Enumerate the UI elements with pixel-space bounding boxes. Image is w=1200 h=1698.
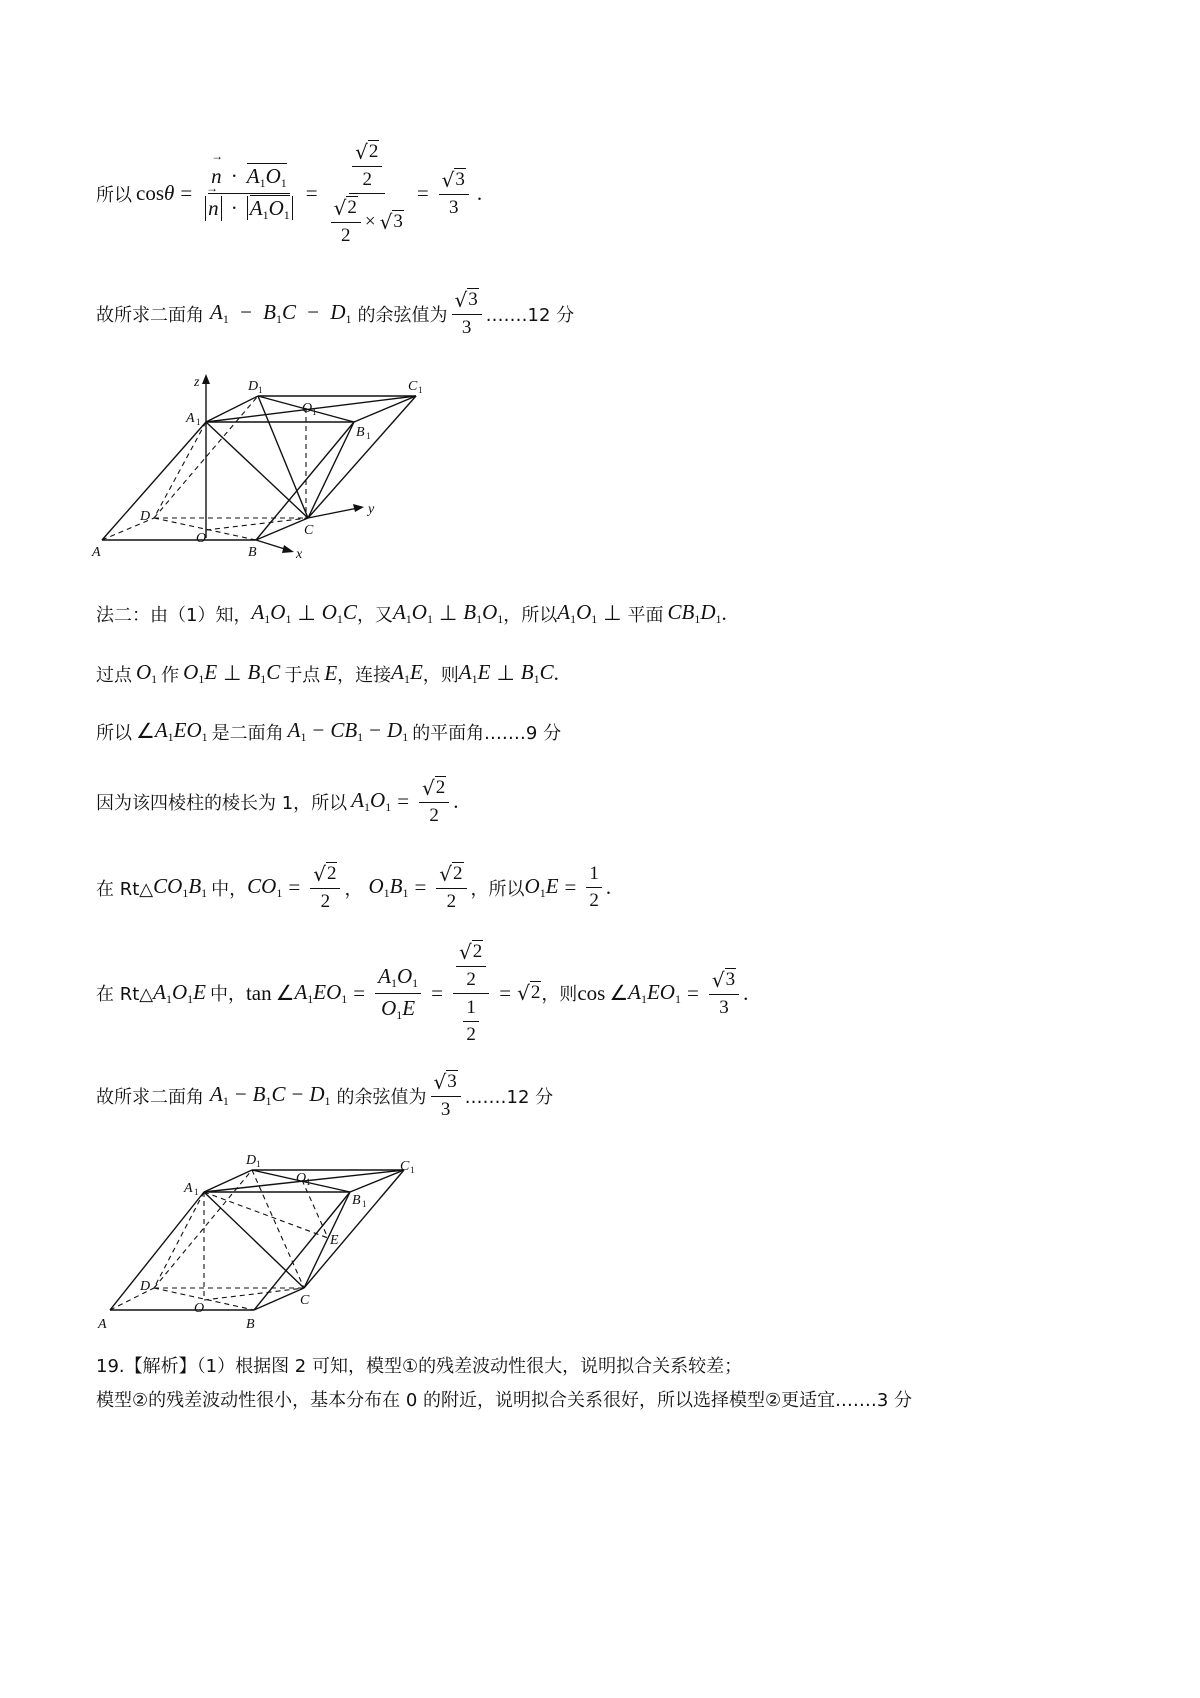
text: ，所以 <box>470 878 525 900</box>
score-note: 的平面角.……9 分 <box>412 722 562 744</box>
text: 故所求二面角 <box>96 304 204 326</box>
text: 所以 <box>96 184 132 206</box>
expr: $O_1C$ <box>321 600 357 626</box>
svg-text:1: 1 <box>258 385 263 395</box>
perp-symbol: ⊥ <box>297 601 316 625</box>
score-note: .……12 分 <box>464 1086 554 1108</box>
svg-text:1: 1 <box>362 1199 367 1209</box>
expr: $A_1E$ <box>458 660 491 686</box>
text: ，连接 <box>337 664 392 686</box>
vector-fraction <box>202 164 296 223</box>
score-note: .……12 分 <box>485 304 575 326</box>
text: 的余弦值为 <box>336 1086 427 1108</box>
expr: $O_1E$ <box>183 660 218 686</box>
text: 在 Rt△ <box>96 878 154 900</box>
theta-symbol: θ <box>164 181 175 205</box>
label-B: B <box>248 545 257 560</box>
method2-line-3 <box>96 718 561 745</box>
text: 故所求二面角 <box>96 1086 204 1108</box>
dot-operator: · <box>230 196 238 220</box>
label-B1: B <box>352 1193 361 1208</box>
expr: $CO_1$ <box>247 874 283 900</box>
dihedral-expression: $A_1 - B_1C - D_1$ <box>210 300 352 326</box>
sqrt2-over-2: √ 2 2 <box>419 776 449 827</box>
label-O1: O <box>296 1171 307 1186</box>
label-C1: C <box>408 379 418 394</box>
svg-text:1: 1 <box>312 407 317 417</box>
perp-symbol: ⊥ <box>603 601 622 625</box>
text: 因为该四棱柱的棱长为 1，所以 <box>96 792 348 814</box>
figure-prism-perpendicular <box>96 1150 436 1340</box>
cos-symbol: cos <box>577 980 606 1005</box>
text: 中， <box>211 878 248 900</box>
text: ，所以 <box>503 604 558 626</box>
tan-symbol: tan <box>245 980 272 1005</box>
sqrt3-over-3: √ 3 3 <box>431 1070 461 1121</box>
text: 法二：由（1）知， <box>96 604 252 626</box>
label-A: A <box>98 1317 107 1332</box>
label-C1: C <box>400 1159 410 1174</box>
ratio-fraction: $\frac{A_1O_1}{O_1E}$ <box>375 964 421 1023</box>
q19-line-2: 模型②的残差波动性很小，基本分布在 0 的附近，说明拟合关系很好，所以选择模型②更适宜.……3 分 <box>96 1390 913 1411</box>
label-B: B <box>246 1317 255 1332</box>
perp-symbol: ⊥ <box>438 601 458 625</box>
text: 的余弦值为 <box>357 304 448 326</box>
expr: $B_1C$ <box>520 660 554 686</box>
sqrt3-over-3: √ 3 3 <box>439 168 469 219</box>
expr: $A_1O_1$ <box>392 600 433 626</box>
sqrt2: √ 2 <box>517 981 541 1005</box>
label-D: D <box>140 509 151 524</box>
expr: $O_1E$ <box>524 874 559 900</box>
label-D: D <box>140 1279 151 1294</box>
expr: $A_1EO_1$ <box>294 979 348 1006</box>
period: . <box>605 875 612 899</box>
label-D1: D <box>248 379 259 394</box>
expr: $CB_1D_1$ <box>667 600 722 626</box>
period: . <box>743 980 749 1005</box>
expr: $O_1$ <box>136 660 158 686</box>
text: ，则 <box>541 984 578 1005</box>
sqrt2-over-2: √ 2 2 <box>310 862 340 913</box>
svg-text:1: 1 <box>366 431 371 441</box>
text: 在 Rt△ <box>96 984 154 1005</box>
svg-text:1: 1 <box>306 1177 311 1187</box>
label-A: A <box>92 545 101 560</box>
times: × <box>364 210 376 232</box>
label-x: x <box>296 547 303 562</box>
text: ，又 <box>356 604 393 626</box>
text: 作 <box>161 664 180 686</box>
sqrt2-over-2: √ 2 2 <box>436 862 466 913</box>
label-O1: O <box>302 401 313 416</box>
expr: $A_1O_1E$ <box>153 979 206 1006</box>
text: ，则 <box>422 664 459 686</box>
perp-symbol: ⊥ <box>496 661 515 685</box>
text: 于点 <box>284 664 321 686</box>
compound-fraction: √ 2 2 $\frac{1}{2}$ <box>453 940 489 1046</box>
perp-symbol: ⊥ <box>223 661 242 685</box>
svg-text:1: 1 <box>418 385 423 395</box>
x-axis-arrow <box>282 545 294 553</box>
label-A1: A <box>186 411 195 426</box>
one-half: $\frac{1}{2}$ <box>586 863 602 912</box>
expr: $B_1C$ <box>247 660 281 686</box>
method2-line-5: 在 Rt△ $CO_1B_1$ 中， $CO_1$ = √ 2 2 ， $O_1B_1$ = √ 2 2 ，所以 $O_1E$ = $\frac{1}{2}$ . <box>96 862 612 912</box>
label-C: C <box>300 1293 310 1308</box>
dihedral-expression: $A_1 - B_1C - D_1$ <box>210 1082 331 1108</box>
q19-line-1: 19.【解析】（1）根据图 2 可知，模型①的残差波动性很大，说明拟合关系较差； <box>96 1356 743 1377</box>
period: . <box>553 661 559 685</box>
numeric-fraction: √ 2 2 √ 2 2 × √ 3 <box>328 140 407 247</box>
figure-prism-coordinates <box>90 370 450 580</box>
method2-line-4 <box>96 776 459 827</box>
angle-symbol: ∠ <box>136 719 155 743</box>
text: 平面 <box>627 604 664 626</box>
answer-line-1 <box>96 288 574 339</box>
label-B1: B <box>356 425 365 440</box>
svg-text:1: 1 <box>194 1187 199 1197</box>
method2-line-2 <box>96 660 559 687</box>
sqrt2-over-2: √ 2 2 <box>331 196 361 247</box>
expr: $A_1O_1$ <box>351 788 392 814</box>
text: 是二面角 <box>211 722 284 744</box>
expr: $A_1O_1$ <box>251 600 292 626</box>
text: 所以 <box>96 722 132 744</box>
expr: $O_1B_1$ <box>368 874 409 900</box>
method2-line-6: 在 Rt△ $A_1O_1E$ 中， tan ∠ $A_1EO_1$ = $\frac{A_1O_1}{O_1E}$ = √ 2 2 $\frac{1}{2}$ = √ 2 ，则 cos ∠ $A_1EO_1$ = √ 3 3 . <box>96 940 749 1045</box>
sqrt2-over-2: √ 2 2 <box>352 140 382 191</box>
norm-A1O1: $A_1O_1$ <box>247 196 293 220</box>
text: 中， <box>209 984 246 1005</box>
norm-n: → n <box>205 196 222 221</box>
svg-text:1: 1 <box>196 417 201 427</box>
dot-operator: · <box>230 164 238 188</box>
label-E: E <box>330 1233 339 1248</box>
answer-line-2 <box>96 1070 553 1121</box>
label-z: z <box>194 375 200 390</box>
sqrt3-over-3: √ 3 3 <box>452 288 482 339</box>
label-D1: D <box>246 1153 257 1168</box>
expr: $A_1 - CB_1 - D_1$ <box>287 718 409 744</box>
expr: $A_1E$ <box>391 660 423 686</box>
equals: = <box>416 181 429 205</box>
expr: E <box>324 661 338 685</box>
expr: $A_1EO_1$ <box>628 979 681 1006</box>
z-axis-arrow <box>202 374 210 384</box>
cos-symbol: cos <box>136 181 164 205</box>
equals: = <box>397 789 410 813</box>
method2-line-1 <box>96 600 727 627</box>
sqrt3-over-3: √ 3 3 <box>709 968 739 1019</box>
label-y: y <box>368 502 375 517</box>
equals: = <box>180 181 193 205</box>
angle-symbol: ∠ <box>275 980 295 1005</box>
y-axis-arrow <box>353 504 364 512</box>
vector-n: → n <box>211 164 222 189</box>
cos-formula-line <box>96 140 482 247</box>
label-O: O <box>194 1301 205 1316</box>
text: 过点 <box>96 664 132 686</box>
label-O: O <box>196 531 207 546</box>
label-C: C <box>304 523 314 538</box>
label-A1: A <box>184 1181 193 1196</box>
svg-text:1: 1 <box>256 1159 261 1169</box>
text: ， <box>344 878 363 900</box>
expr: $CO_1B_1$ <box>153 874 208 900</box>
svg-text:1: 1 <box>410 1165 415 1175</box>
vector-A1O1: $A_1O_1$ <box>246 164 287 190</box>
period: . <box>476 181 483 205</box>
expr: $A_1O_1$ <box>557 600 598 626</box>
period: . <box>721 601 727 625</box>
equals: = <box>305 181 318 205</box>
expr: $A_1EO_1$ <box>154 718 208 744</box>
expr: $B_1O_1$ <box>463 600 504 626</box>
period: . <box>453 789 459 813</box>
